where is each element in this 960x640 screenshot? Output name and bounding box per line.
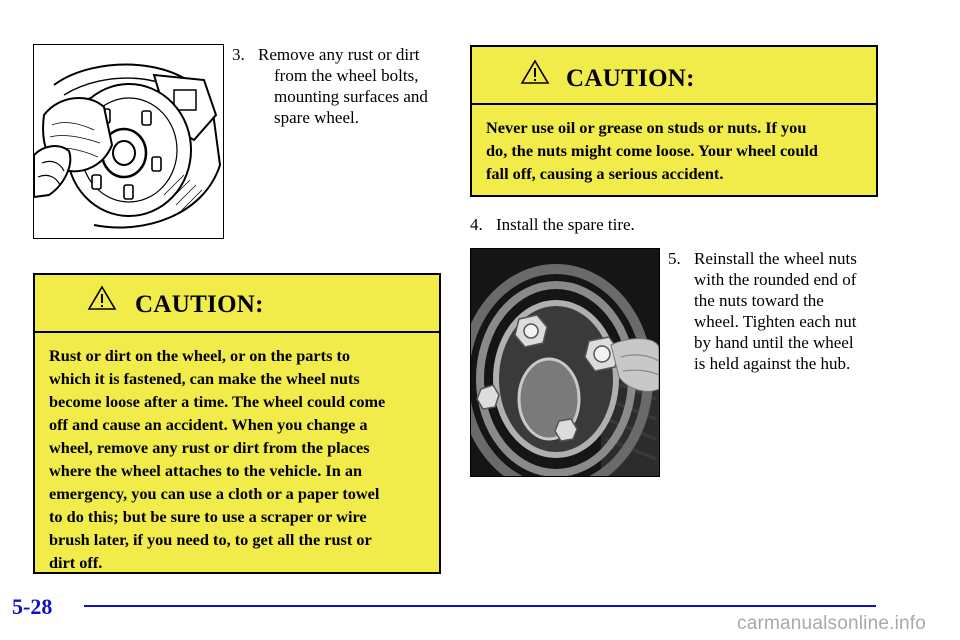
caution-text-line: do, the nuts might come loose. Your wheel could	[486, 141, 818, 160]
caution-title: CAUTION:	[135, 291, 264, 318]
step-number: 3.	[232, 45, 245, 64]
hub-cleaning-illustration	[33, 44, 224, 239]
step-text-line: mounting surfaces and	[274, 87, 428, 106]
caution-box-rust	[33, 273, 441, 574]
caution-text-line: emergency, you can use a cloth or a paper towel	[49, 484, 380, 503]
wheel-nut-photo	[470, 248, 660, 477]
caution-text-line: Never use oil or grease on studs or nuts. If you	[486, 118, 807, 137]
caution-text-line: off and cause an accident. When you change a	[49, 415, 368, 434]
step-text-line: spare wheel.	[274, 108, 359, 127]
wheel-nut-drawing	[471, 249, 659, 476]
caution-header	[472, 47, 876, 105]
caution-text-line: wheel, remove any rust or dirt from the places	[49, 438, 370, 457]
step-number: 5.	[668, 249, 681, 268]
page-number: 5-28	[12, 594, 53, 619]
caution-text-line: which it is fastened, can make the wheel nuts	[49, 369, 360, 388]
caution-text-line: become loose after a time. The wheel could come	[49, 392, 386, 411]
warning-triangle-icon	[520, 59, 550, 85]
caution-text-line: brush later, if you need to, to get all the rust or	[49, 530, 372, 549]
caution-text-line: fall off, causing a serious accident.	[486, 164, 724, 183]
step-text: Install the spare tire.	[496, 215, 635, 234]
hub-cleaning-drawing	[34, 45, 223, 238]
step-text-line: by hand until the wheel	[694, 333, 854, 352]
step-4	[470, 214, 770, 236]
watermark: carmanualsonline.info	[737, 613, 927, 634]
step-text-line: wheel. Tighten each nut	[694, 312, 857, 331]
step-3	[232, 44, 452, 134]
warning-triangle-icon	[87, 285, 117, 311]
step-5	[668, 248, 898, 378]
step-text-line: with the rounded end of	[694, 270, 857, 289]
step-text-line: the nuts toward the	[694, 291, 824, 310]
step-text-line: from the wheel bolts,	[274, 66, 419, 85]
caution-body	[35, 333, 439, 572]
caution-box-oil	[470, 45, 878, 197]
step-text-line: Remove any rust or dirt	[258, 45, 420, 64]
caution-body	[472, 105, 876, 195]
caution-text-line: where the wheel attaches to the vehicle. In an	[49, 461, 363, 480]
caution-header	[35, 275, 439, 333]
caution-title: CAUTION:	[566, 65, 695, 92]
step-text-line: is held against the hub.	[694, 354, 851, 373]
step-number: 4.	[470, 215, 483, 234]
footer-rule	[84, 605, 876, 607]
caution-text-line: Rust or dirt on the wheel, or on the parts to	[49, 346, 351, 365]
caution-text-line: dirt off.	[49, 553, 103, 572]
caution-text-line: to do this; but be sure to use a scraper or wire	[49, 507, 367, 526]
step-text-line: Reinstall the wheel nuts	[694, 249, 857, 268]
